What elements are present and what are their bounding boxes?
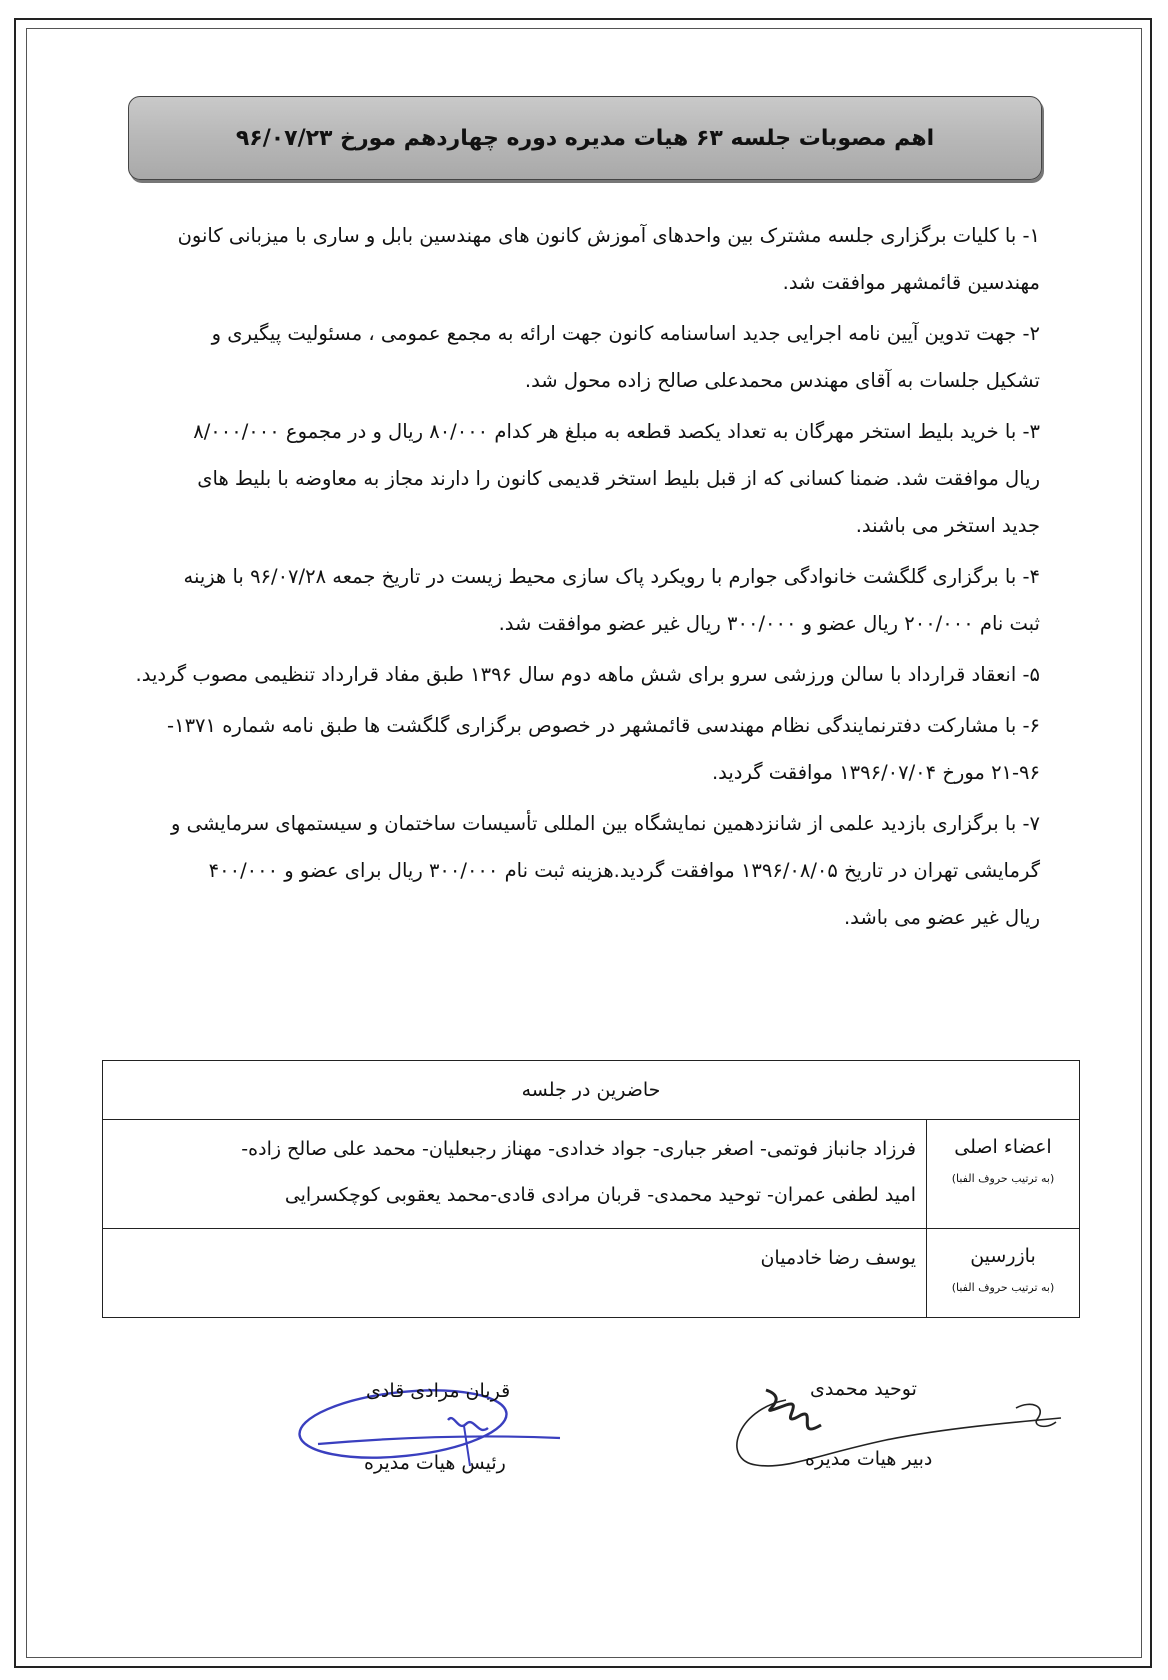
resolution-line: ۲۱-۹۶ مورخ ۱۳۹۶/۰۷/۰۴ موافقت گردید. bbox=[711, 761, 1040, 784]
resolution-line: ۵- انعقاد قرارداد با سالن ورزشی سرو برای شش ماهه دوم سال ۱۳۹۶ طبق مفاد قرارداد تنظیمی مصوب گردید. bbox=[135, 663, 1040, 686]
main-members-role-cell bbox=[927, 1120, 1080, 1229]
resolution-line: ۳- با خرید بلیط استخر مهرگان به تعداد یکصد قطعه به مبلغ هر کدام ۸۰/۰۰۰ ریال و در مجموع ۸/۰۰۰/۰۰۰ bbox=[193, 420, 1040, 443]
resolution-item-7 bbox=[88, 800, 1040, 941]
resolution-line: ریال موافقت شد. ضمنا کسانی که از قبل بلیط استخر قدیمی کانون را دارند مجاز به معاوضه با بلیط های bbox=[197, 467, 1040, 490]
resolution-line: ۲- جهت تدوین آیین نامه اجرایی جدید اساسنامه کانون جهت ارائه به مجمع عمومی ، مسئولیت پیگیری و bbox=[211, 322, 1040, 345]
resolution-item-1 bbox=[88, 212, 1040, 306]
attendees-header: حاضرین در جلسه bbox=[103, 1061, 1080, 1120]
chairman-title: رئیس هیات مدیره bbox=[364, 1452, 506, 1474]
main-members-names-line: فرزاد جانباز فوتمی- اصغر جباری- جواد خدادی- مهناز رجبعلیان- محمد علی صالح زاده- bbox=[241, 1138, 916, 1160]
resolution-line: ۱- با کلیات برگزاری جلسه مشترک بین واحدهای آموزش کانون های مهندسین بابل و ساری با میزبانی کانون bbox=[177, 224, 1040, 247]
title-banner bbox=[128, 96, 1042, 180]
chairman-name: قربان مرادی قادی bbox=[366, 1380, 511, 1402]
main-members-note: (به ترتیب حروف الفبا) bbox=[951, 1172, 1055, 1185]
inspectors-role-cell bbox=[927, 1229, 1080, 1318]
resolution-item-6 bbox=[88, 702, 1040, 796]
resolution-line: ۶- با مشارکت دفترنمایندگی نظام مهندسی قائمشهر در خصوص برگزاری گلگشت ها طبق نامه شماره ۱۳۷۱- bbox=[167, 714, 1040, 737]
main-members-names-line: امید لطفی عمران- توحید محمدی- قربان مرادی قادی-محمد یعقوبی کوچکسرایی bbox=[284, 1184, 916, 1206]
resolution-line: تشکیل جلسات به آقای مهندس محمدعلی صالح زاده محول شد. bbox=[524, 369, 1040, 392]
inspectors-names: یوسف رضا خادمیان bbox=[760, 1247, 916, 1269]
resolution-line: ۷- با برگزاری بازدید علمی از شانزدهمین نمایشگاه بین المللی تأسیسات ساختمان و سیستمهای سرمایشی و bbox=[171, 812, 1040, 835]
resolution-line: ۴- با برگزاری گلگشت خانوادگی جوارم با رویکرد پاک سازی محیط زیست در تاریخ جمعه ۹۶/۰۷/۲۸ با هزینه bbox=[183, 565, 1040, 588]
resolution-item-4 bbox=[88, 553, 1040, 647]
attendees-header-row bbox=[103, 1061, 1080, 1120]
resolution-line: ثبت نام ۲۰۰/۰۰۰ ریال عضو و ۳۰۰/۰۰۰ ریال غیر عضو موافقت شد. bbox=[498, 612, 1040, 635]
inspectors-note: (به ترتیب حروف الفبا) bbox=[951, 1281, 1055, 1294]
resolution-line: گرمایشی تهران در تاریخ ۱۳۹۶/۰۸/۰۵ موافقت گردید.هزینه ثبت نام ۳۰۰/۰۰۰ ریال برای عضو و ۴۰۰/۰۰۰ bbox=[208, 859, 1040, 882]
resolution-item-3 bbox=[88, 408, 1040, 549]
resolution-line: مهندسین قائمشهر موافقت شد. bbox=[782, 271, 1040, 294]
secretary-name: توحید محمدی bbox=[810, 1378, 917, 1400]
main-members-label: اعضاء اصلی bbox=[954, 1136, 1052, 1158]
attendees-table bbox=[102, 1060, 1080, 1318]
inspectors-label: بازرسین bbox=[970, 1245, 1036, 1267]
resolution-line: ریال غیر عضو می باشد. bbox=[843, 906, 1040, 929]
inspectors-row bbox=[103, 1229, 1080, 1318]
main-members-row bbox=[103, 1120, 1080, 1229]
secretary-title: دبیر هیات مدیره bbox=[805, 1448, 933, 1470]
resolutions-list bbox=[88, 212, 1040, 945]
resolution-line: جدید استخر می باشند. bbox=[855, 514, 1040, 537]
main-members-names-cell bbox=[103, 1120, 927, 1229]
resolution-item-5 bbox=[88, 651, 1040, 698]
document-title: اهم مصوبات جلسه ۶۳ هیات مدیره دوره چهاردهم مورخ ۹۶/۰۷/۲۳ bbox=[235, 125, 935, 151]
resolution-item-2 bbox=[88, 310, 1040, 404]
inspectors-names-cell bbox=[103, 1229, 927, 1318]
